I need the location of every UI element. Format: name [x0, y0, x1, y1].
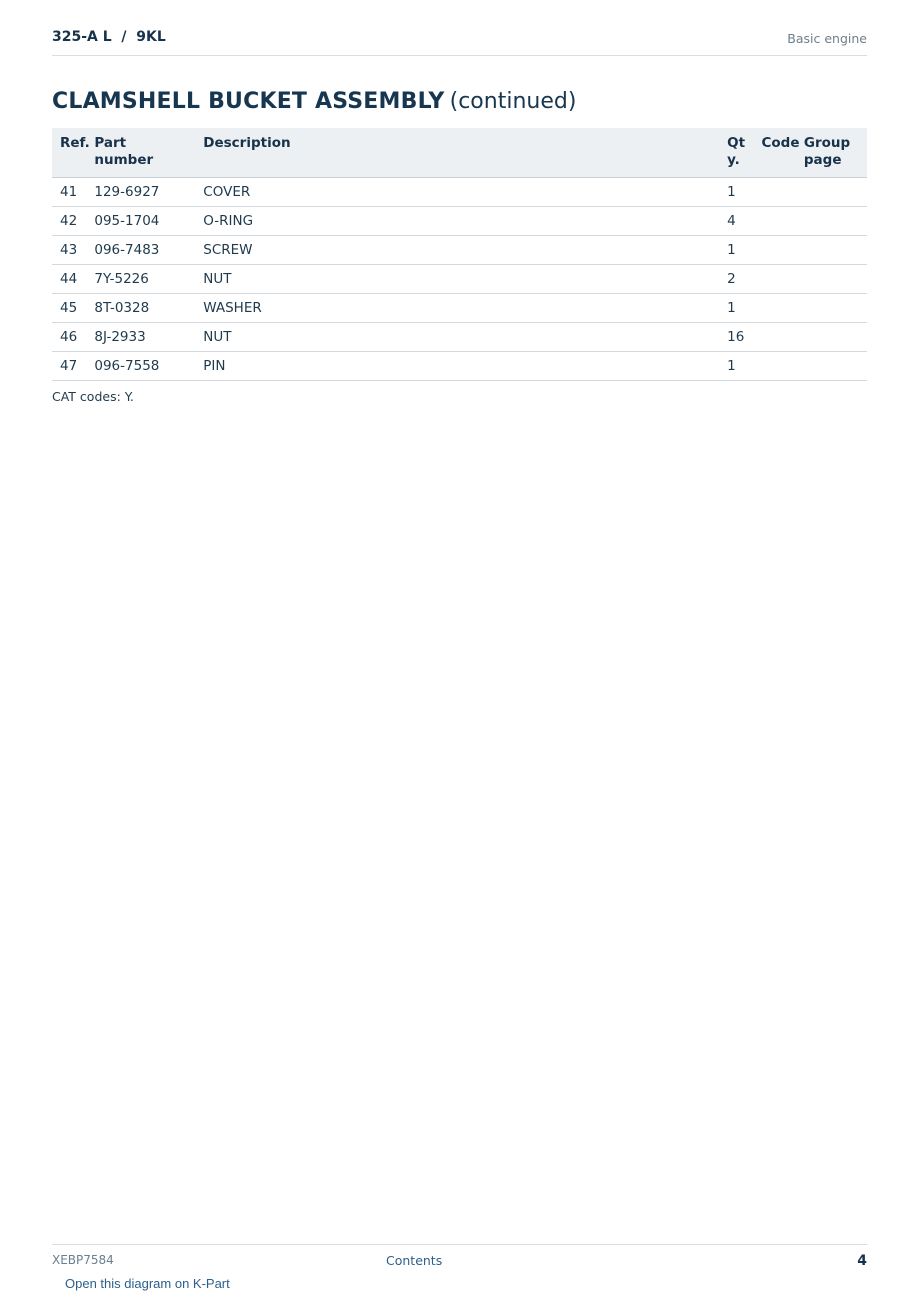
- cell-description: WASHER: [195, 294, 719, 323]
- cell-description: SCREW: [195, 236, 719, 265]
- cell-description: NUT: [195, 265, 719, 294]
- cell-group-page: [796, 294, 867, 323]
- cell-part-number: 129-6927: [86, 178, 195, 207]
- cell-code: [753, 294, 795, 323]
- cell-description: COVER: [195, 178, 719, 207]
- table-row: [52, 323, 867, 352]
- cell-part-number: 096-7483: [86, 236, 195, 265]
- cell-group-page: [796, 265, 867, 294]
- title-suffix: (continued): [449, 89, 577, 114]
- cell-qty: 1: [719, 178, 753, 207]
- parts-table: [52, 128, 867, 381]
- cell-ref: 46: [52, 323, 86, 352]
- column-header-group-page: Group page: [796, 128, 867, 178]
- cell-group-page: [796, 352, 867, 381]
- cell-qty: 1: [719, 352, 753, 381]
- cell-group-page: [796, 178, 867, 207]
- cat-codes-note: CAT codes: Y.: [52, 389, 134, 404]
- cell-part-number: 096-7558: [86, 352, 195, 381]
- page-title: [52, 89, 576, 114]
- cell-part-number: 8T-0328: [86, 294, 195, 323]
- column-header-ref: Ref.: [52, 128, 86, 178]
- cell-ref: 41: [52, 178, 86, 207]
- cell-code: [753, 178, 795, 207]
- cell-ref: 44: [52, 265, 86, 294]
- table-row: [52, 207, 867, 236]
- column-header-part-number: Part number: [86, 128, 195, 178]
- document-id: XEBP7584: [52, 1253, 114, 1267]
- cell-qty: 1: [719, 236, 753, 265]
- table-row: [52, 265, 867, 294]
- cell-description: PIN: [195, 352, 719, 381]
- cell-group-page: [796, 207, 867, 236]
- page-footer: [52, 1244, 867, 1269]
- table-row: [52, 236, 867, 265]
- model-label: 325-A L / 9KL: [52, 29, 166, 45]
- table-row: [52, 178, 867, 207]
- title-main: CLAMSHELL BUCKET ASSEMBLY: [52, 89, 445, 114]
- cell-qty: 2: [719, 265, 753, 294]
- cell-qty: 1: [719, 294, 753, 323]
- cell-description: NUT: [195, 323, 719, 352]
- column-header-code: Code: [753, 128, 795, 178]
- cell-ref: 43: [52, 236, 86, 265]
- column-header-description: Description: [195, 128, 719, 178]
- table-row: [52, 352, 867, 381]
- cell-group-page: [796, 323, 867, 352]
- cell-part-number: 8J-2933: [86, 323, 195, 352]
- cell-code: [753, 265, 795, 294]
- section-label: Basic engine: [787, 31, 867, 46]
- cell-ref: 42: [52, 207, 86, 236]
- table-header-row: [52, 128, 867, 178]
- cell-code: [753, 236, 795, 265]
- cell-code: [753, 207, 795, 236]
- cell-code: [753, 323, 795, 352]
- cell-qty: 16: [719, 323, 753, 352]
- column-header-qty: Qty.: [719, 128, 753, 178]
- page-number: 4: [857, 1253, 867, 1269]
- cell-description: O-RING: [195, 207, 719, 236]
- cell-ref: 45: [52, 294, 86, 323]
- cell-part-number: 7Y-5226: [86, 265, 195, 294]
- cell-part-number: 095-1704: [86, 207, 195, 236]
- cell-ref: 47: [52, 352, 86, 381]
- contents-link[interactable]: Contents: [386, 1253, 443, 1268]
- cell-code: [753, 352, 795, 381]
- page-header: [52, 29, 867, 56]
- cell-qty: 4: [719, 207, 753, 236]
- open-in-kpart-link[interactable]: Open this diagram on K-Part: [65, 1276, 230, 1291]
- cell-group-page: [796, 236, 867, 265]
- table-row: [52, 294, 867, 323]
